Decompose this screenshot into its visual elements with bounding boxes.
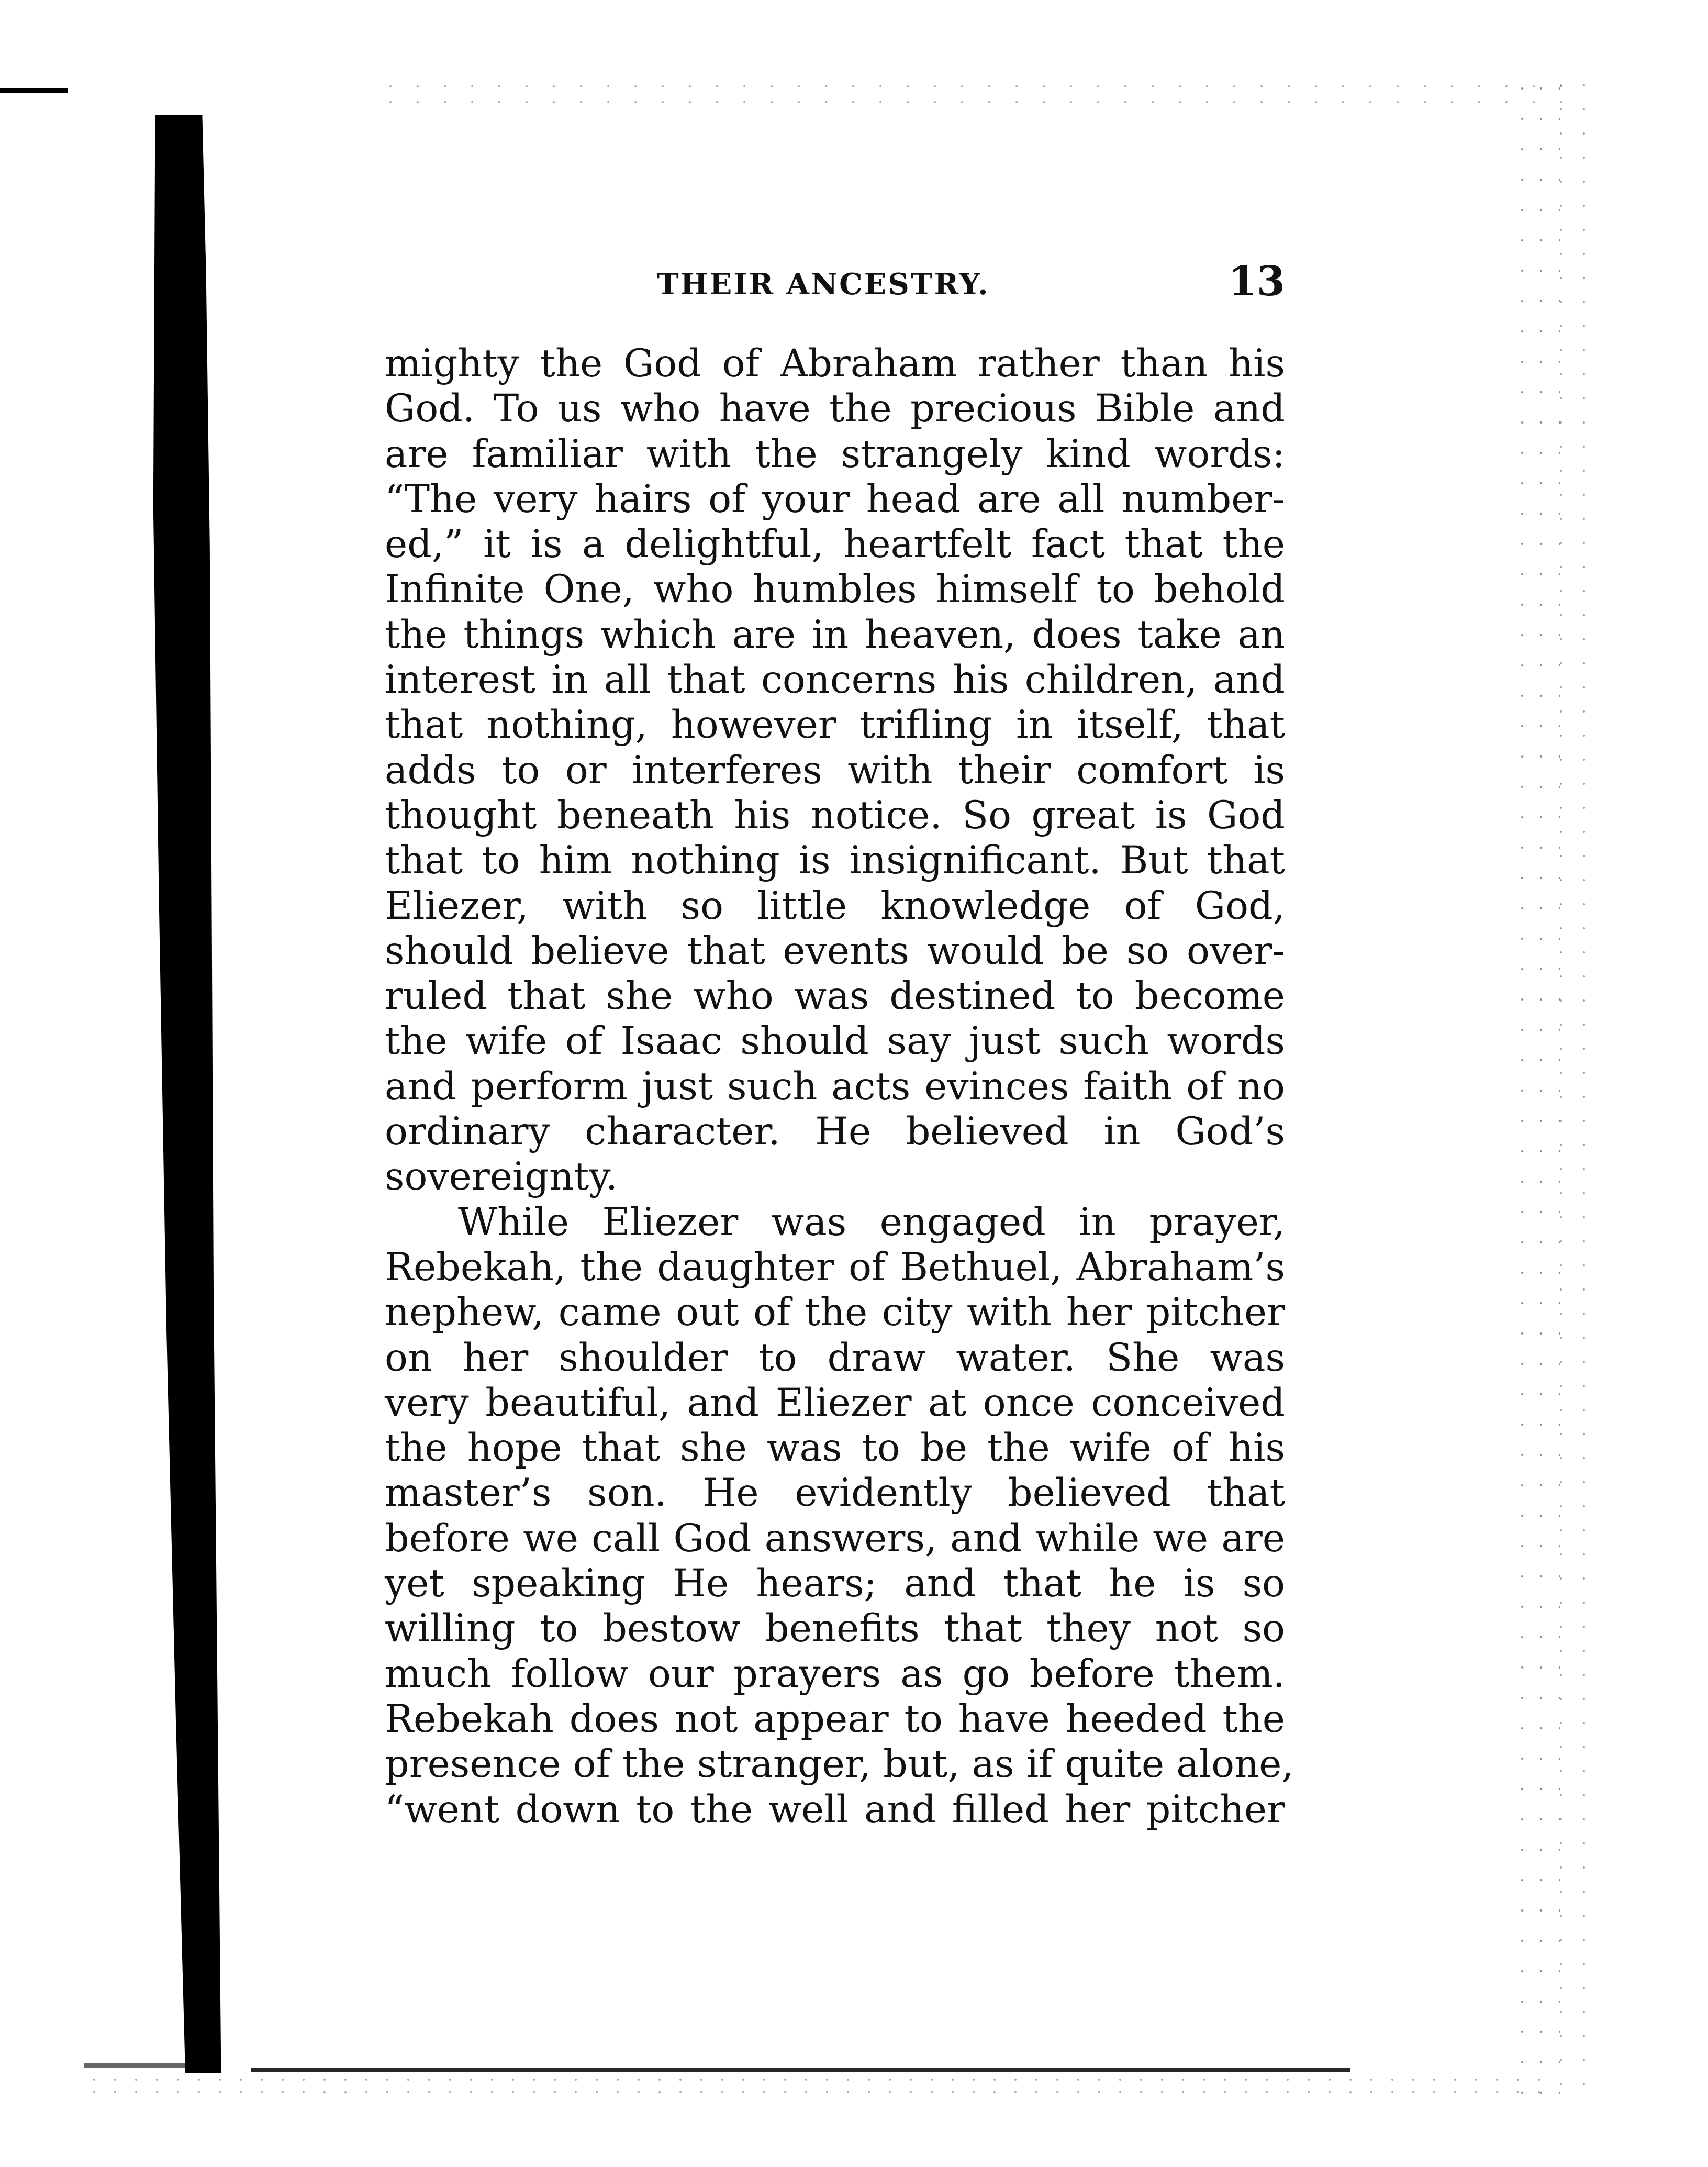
text-line: God. To us who have the precious Bible and — [385, 386, 1285, 431]
text-line: that to him nothing is insignificant. But that — [385, 838, 1285, 883]
text-line: “went down to the well and filled her pitcher — [385, 1787, 1285, 1832]
running-head — [385, 258, 1285, 308]
text-line: the things which are in heaven, does take an — [385, 612, 1285, 657]
text-line: much follow our prayers as go before them. — [385, 1651, 1285, 1696]
text-line: ordinary character. He believed in God’s — [385, 1109, 1285, 1154]
paragraph-end-line: sovereignty. — [385, 1154, 618, 1199]
scan-edge-mark — [0, 88, 68, 93]
text-line: Infinite One, who humbles himself to behold — [385, 567, 1285, 612]
text-line: thought beneath his notice. So great is God — [385, 793, 1285, 838]
text-line: adds to or interferes with their comfort is — [385, 748, 1285, 793]
text-line: before we call God answers, and while we are — [385, 1516, 1285, 1561]
scan-speckle-right-outer — [1549, 73, 1597, 2094]
text-line: interest in all that concerns his children, and — [385, 658, 1285, 703]
page-number: 13 — [1228, 258, 1285, 305]
running-head-title: THEIR ANCESTRY. — [657, 267, 990, 302]
text-line: Eliezer, with so little knowledge of God, — [385, 883, 1285, 928]
text-line: willing to bestow benefits that they not so — [385, 1606, 1285, 1651]
text-line: the hope that she was to be the wife of his — [385, 1426, 1285, 1471]
text-line: on her shoulder to draw water. She was — [385, 1335, 1285, 1380]
scan-speckle-top — [377, 79, 1581, 110]
scan-bottom-mark-left — [84, 2063, 188, 2068]
text-line: the wife of Isaac should say just such words — [385, 1019, 1285, 1064]
text-line: yet speaking He hears; and that he is so — [385, 1561, 1285, 1606]
text-line: and perform just such acts evinces faith of no — [385, 1064, 1285, 1109]
text-line: very beautiful, and Eliezer at once conceived — [385, 1380, 1285, 1425]
paragraph-start-line: While Eliezer was engaged in prayer, — [458, 1199, 1285, 1244]
text-line: mighty the God of Abraham rather than his — [385, 341, 1285, 386]
text-line: that nothing, however trifling in itself, that — [385, 703, 1285, 748]
scan-speckle-bottom — [84, 2073, 1549, 2099]
text-line: master’s son. He evidently believed that — [385, 1471, 1285, 1516]
text-line: are familiar with the strangely kind words: — [385, 431, 1285, 476]
text-line: Rebekah does not appear to have heeded the — [385, 1696, 1285, 1741]
text-line: should believe that events would be so over- — [385, 928, 1285, 973]
text-line: ruled that she who was destined to become — [385, 974, 1285, 1019]
text-line: “The very hairs of your head are all number- — [385, 476, 1285, 521]
scan-binding-shadow — [148, 115, 242, 2073]
text-line: Rebekah, the daughter of Bethuel, Abraham’s — [385, 1244, 1285, 1290]
scan-bottom-rule — [251, 2068, 1350, 2072]
text-line: ed,” it is a delightful, heartfelt fact that the — [385, 522, 1285, 567]
text-line: presence of the stranger, but, as if quite alone, — [385, 1742, 1294, 1787]
text-line: nephew, came out of the city with her pitcher — [385, 1290, 1285, 1335]
body-text — [385, 341, 1294, 1832]
